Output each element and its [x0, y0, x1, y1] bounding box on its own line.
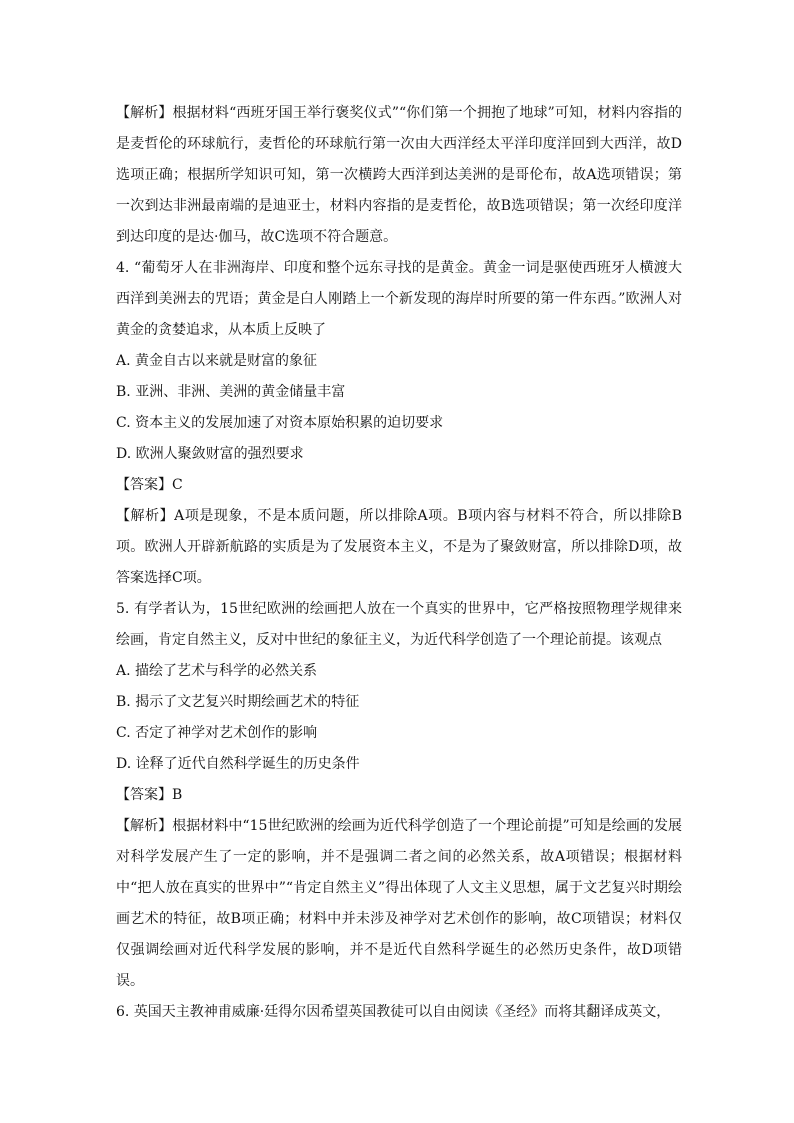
q5-answer: 【答案】B — [116, 787, 183, 803]
q4-answer: 【答案】C — [116, 477, 183, 493]
analysis-q4: 【解析】A项是现象，不是本质问题，所以排除A项。B项内容与材料不符合，所以排除B项。欧洲人开辟新航路的实质是为了发展资本主义，不是为了聚敛财富，所以排除D项，故答案选择C项。 — [116, 508, 682, 586]
question-5-stem: 5. 有学者认为，15世纪欧洲的绘画把人放在一个真实的世界中，它严格按照物理学规律来绘画，肯定自然主义，反对中世纪的象征主义，为近代科学创造了一个理论前提。该观点 — [116, 601, 682, 648]
q4-option-d: D. 欧洲人聚敛财富的强烈要求 — [116, 446, 304, 462]
analysis-q5: 【解析】根据材料中“15世纪欧洲的绘画为近代科学创造了一个理论前提”可知是绘画的发展对科学发展产生了一定的影响，并不是强调二者之间的必然关系，故A项错误；根据材料中“把人放在真实的世界中”“肯定自然主义”得出体现了人文主义思想，属于文艺复兴时期绘画艺术的特征，故B项正确；材料中并未涉及神学对艺术创作的影响，故C项错误；材料仅仅强调绘画对近代科学发展的影响，并不是近代自然科学诞生的必然历史条件，故D项错误。 — [116, 818, 682, 989]
document-page — [116, 98, 682, 1028]
question-6-stem: 6. 英国天主教神甫威廉·廷得尔因希望英国教徒可以自由阅读《圣经》而将其翻译成英文， — [116, 1004, 671, 1020]
analysis-q3: 【解析】根据材料“西班牙国王举行褒奖仪式”“你们第一个拥抱了地球”可知，材料内容指的是麦哲伦的环球航行，麦哲伦的环球航行第一次由大西洋经太平洋印度洋回到大西洋，故D选项正确；根据所学知识可知，第一次横跨大西洋到达美洲的是哥伦布，故A选项错误；第一次到达非洲最南端的是迪亚士，材料内容指的是麦哲伦，故B选项错误；第一次经印度洋到达印度的是达·伽马，故C选项不符合题意。 — [116, 105, 682, 245]
q4-option-c: C. 资本主义的发展加速了对资本原始积累的迫切要求 — [116, 415, 444, 431]
q5-option-a: A. 描绘了艺术与科学的必然关系 — [116, 663, 318, 679]
q5-option-c: C. 否定了神学对艺术创作的影响 — [116, 725, 318, 741]
question-4-stem: 4. “葡萄牙人在非洲海岸、印度和整个远东寻找的是黄金。黄金一词是驱使西班牙人横渡大西洋到美洲去的咒语；黄金是白人刚踏上一个新发现的海岸时所要的第一件东西。”欧洲人对黄金的贪婪追求，从本质上反映了 — [116, 260, 682, 338]
q4-option-b: B. 亚洲、非洲、美洲的黄金储量丰富 — [116, 384, 346, 400]
q5-option-b: B. 揭示了文艺复兴时期绘画艺术的特征 — [116, 694, 360, 710]
q5-option-d: D. 诠释了近代自然科学诞生的历史条件 — [116, 756, 360, 772]
q4-option-a: A. 黄金自古以来就是财富的象征 — [116, 353, 318, 369]
